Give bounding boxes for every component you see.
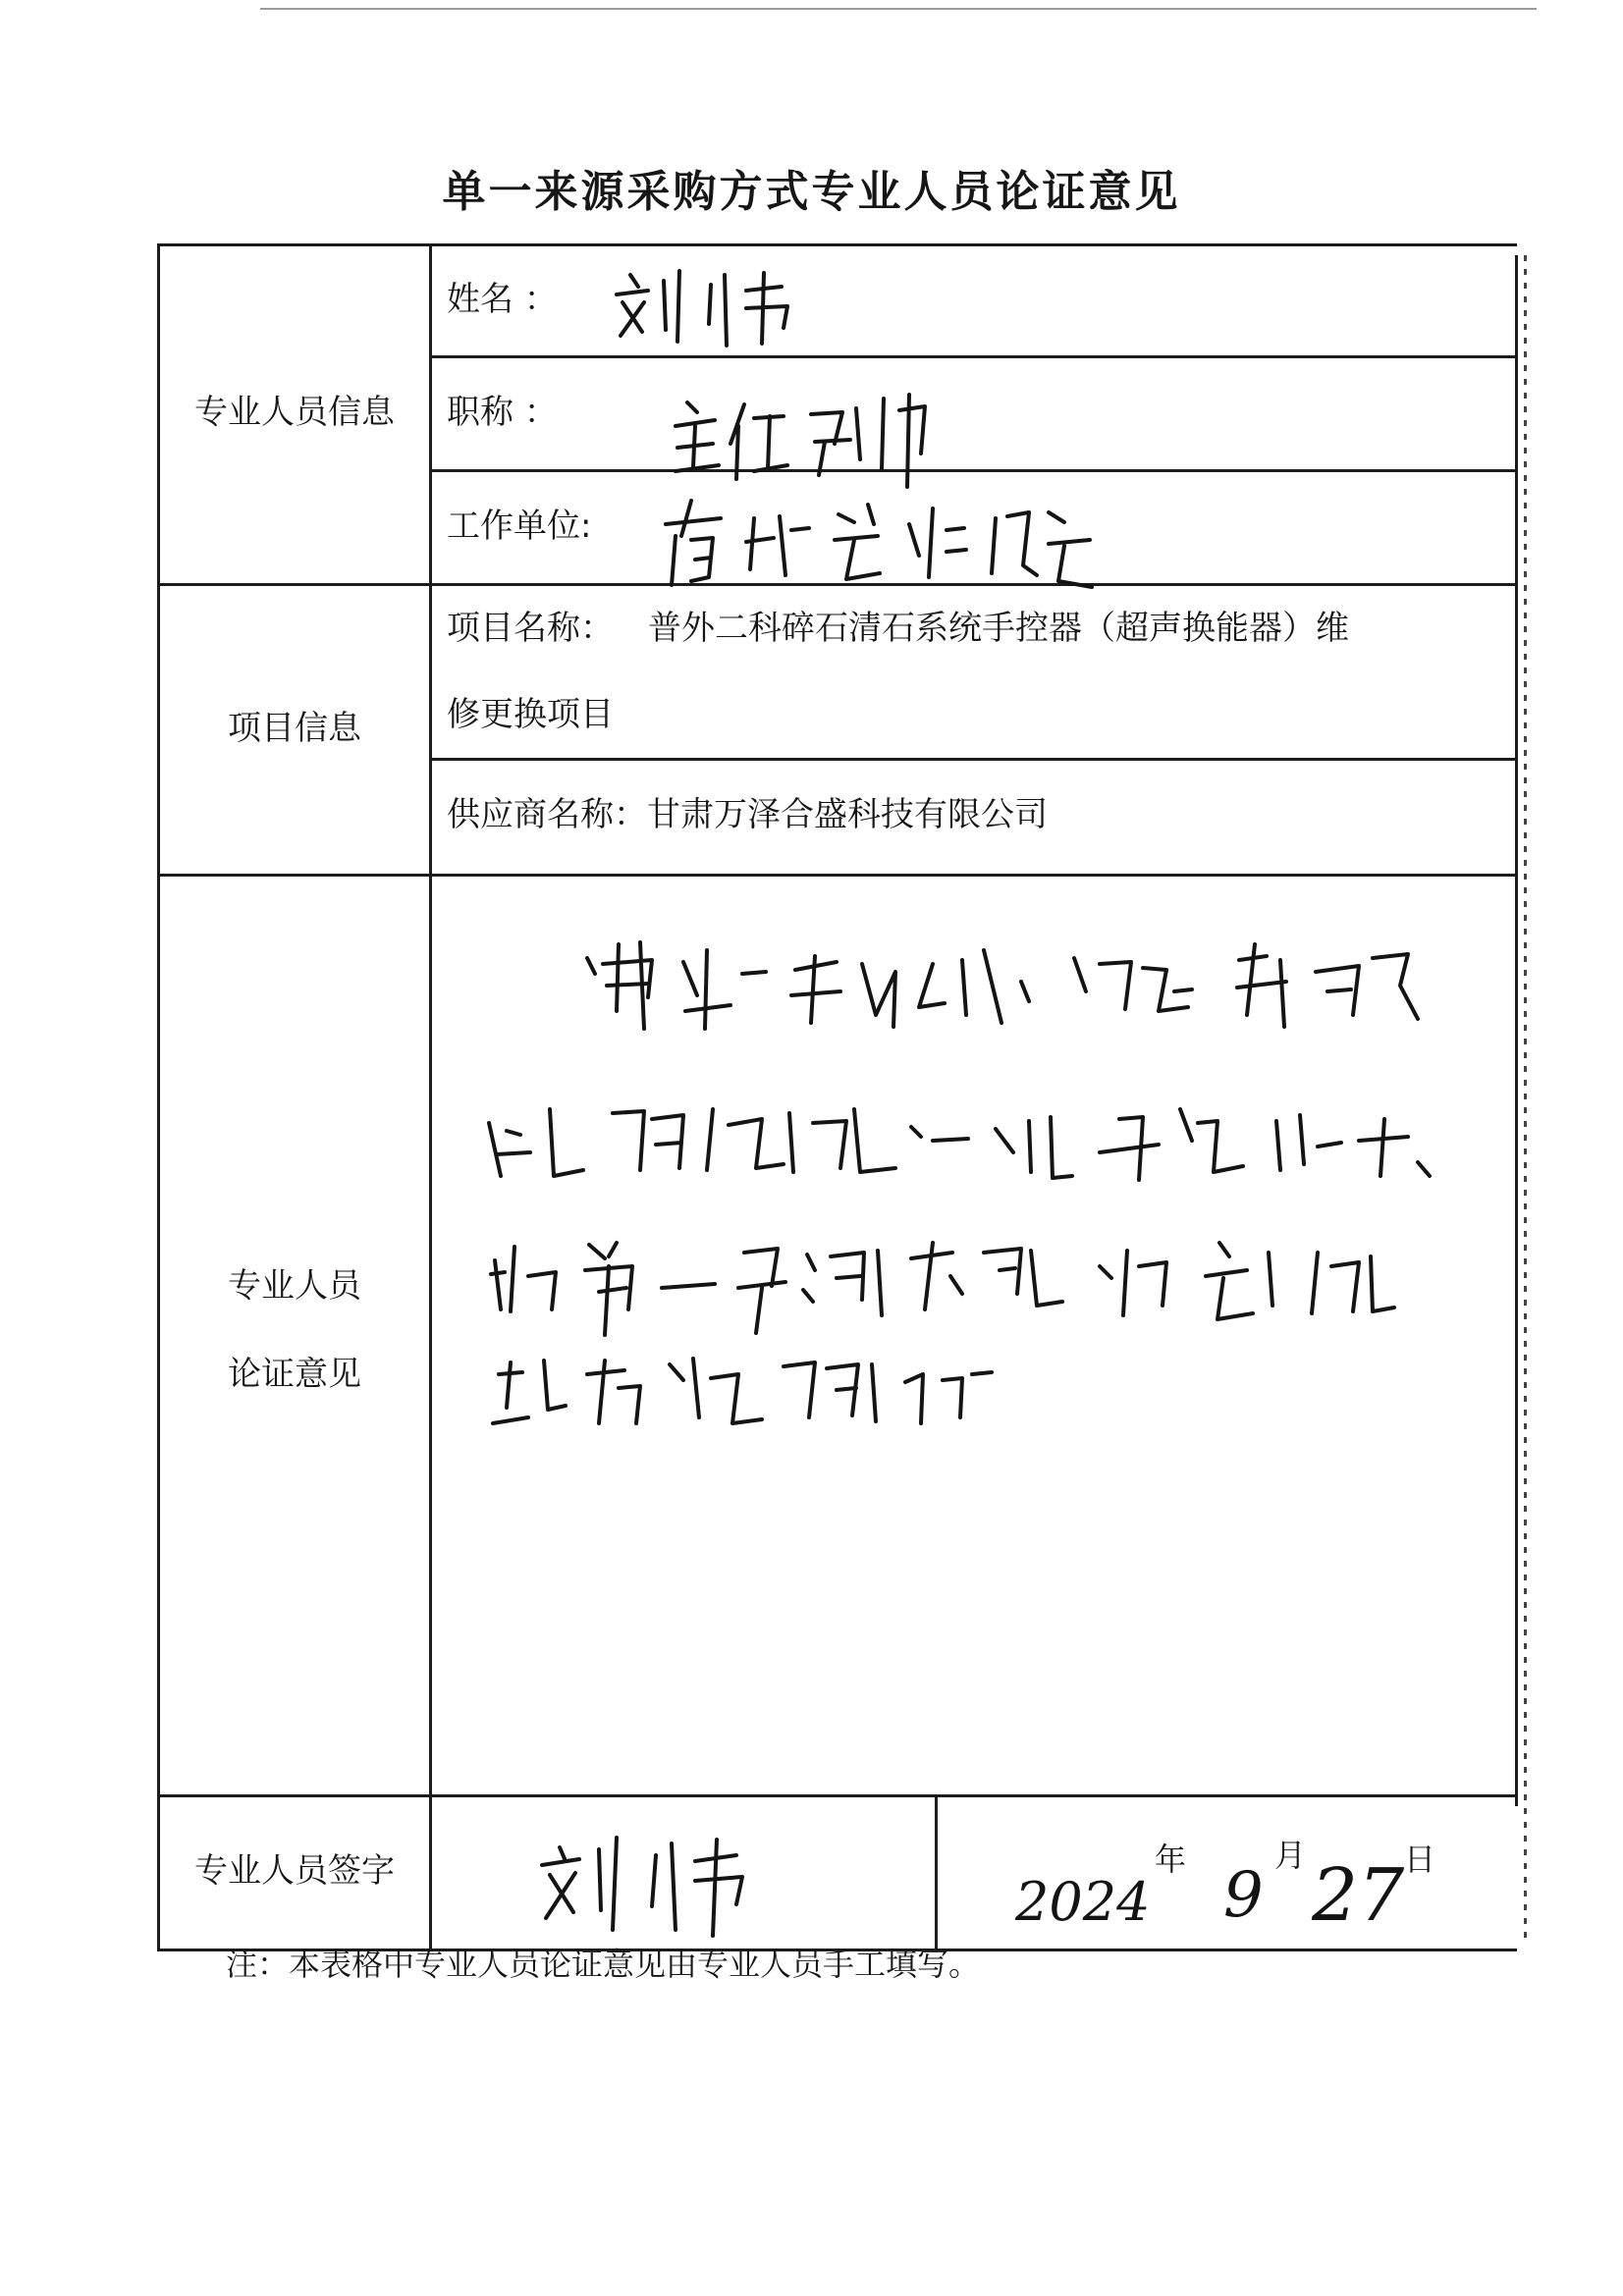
svg-text:9: 9 — [1223, 1859, 1264, 1932]
row-separator-supplier — [429, 758, 1517, 761]
handwritten-signature — [530, 1828, 805, 1946]
document-title: 单一来源采购方式专业人员论证意见 — [442, 167, 1181, 217]
table-right-border — [1515, 255, 1518, 1806]
signature-date-divider — [935, 1794, 938, 1951]
date-day-unit: 日 — [1404, 1841, 1436, 1878]
table-left-border — [157, 243, 160, 1951]
handwritten-title — [668, 385, 952, 493]
row-separator-title — [429, 469, 1517, 472]
section-project-info: 项目信息 — [228, 709, 361, 748]
section-opinion-line1: 专业人员 — [228, 1266, 361, 1306]
section-expert-info: 专业人员信息 — [194, 393, 395, 432]
title-label: 职称 ： — [447, 393, 558, 432]
handwritten-opinion — [471, 913, 1512, 1482]
row-separator-opinion — [157, 874, 1517, 877]
section-opinion-line2: 论证意见 — [228, 1355, 361, 1394]
svg-text:2024: 2024 — [1015, 1871, 1151, 1933]
signature-date — [1011, 1838, 1512, 1946]
name-label: 姓名 ： — [447, 280, 558, 319]
project-name-value-line1: 普外二科碎石清石系统手控器（超声换能器）维 — [648, 609, 1349, 648]
row-separator-signature — [157, 1794, 1517, 1797]
scan-edge-dashes — [1524, 255, 1527, 1944]
date-month-unit: 月 — [1274, 1837, 1307, 1874]
label-column-divider — [429, 243, 432, 1951]
footnote: 注：本表格中专业人员论证意见由专业人员手工填写。 — [226, 1946, 981, 1983]
date-year — [1011, 1867, 1159, 1936]
row-separator-name — [429, 355, 1517, 358]
handwritten-unit — [652, 491, 1104, 597]
project-name-label: 项目名称： — [447, 609, 614, 648]
svg-text:27: 27 — [1312, 1853, 1405, 1938]
supplier-value: 甘肃万泽合盛科技有限公司 — [647, 795, 1048, 834]
section-signature: 专业人员签字 — [194, 1851, 395, 1891]
date-year-unit: 年 — [1155, 1841, 1187, 1878]
handwritten-name — [609, 263, 825, 351]
date-month — [1217, 1857, 1276, 1936]
table-top-border — [157, 243, 1517, 246]
unit-label: 工作单位: — [447, 507, 592, 546]
supplier-label: 供应商名称： — [447, 795, 647, 834]
project-name-value-line2: 修更换项目 — [447, 695, 614, 734]
